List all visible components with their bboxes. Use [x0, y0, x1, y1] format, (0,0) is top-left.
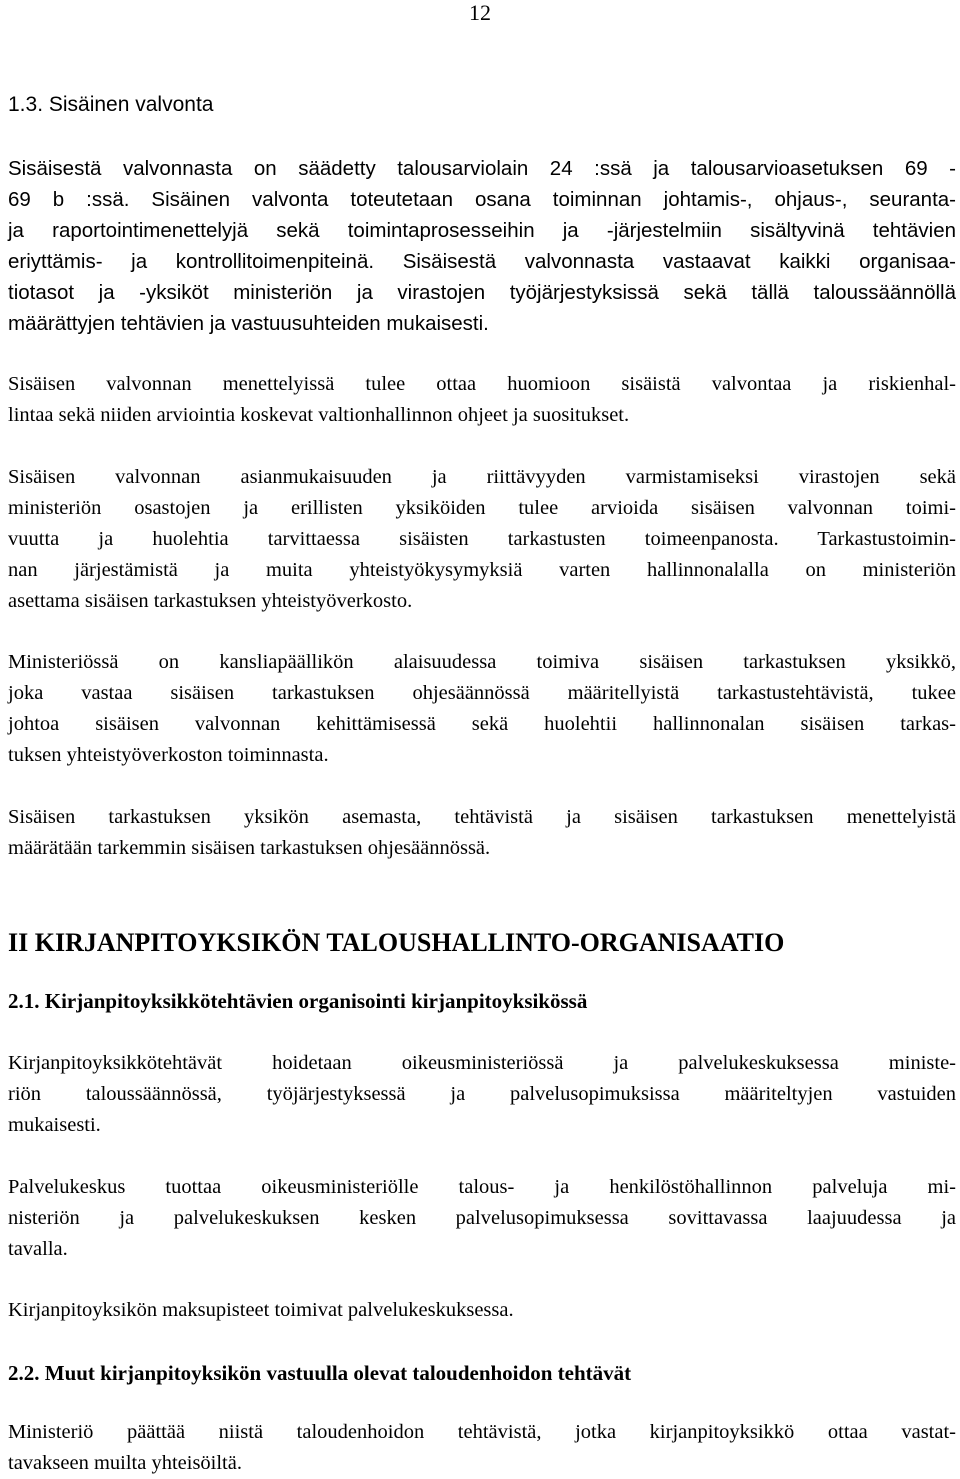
paragraph-internal-control-legal-basis [8, 153, 956, 339]
paragraph-line: Ministeriössä on kansliapäällikön alaisuudessa toimiva sisäisen tarkastuksen yksikkö, [8, 651, 956, 673]
paragraph-line: tavakseen muilta yhteisöiltä. [8, 1452, 242, 1474]
paragraph-line: Palvelukeskus tuottaa oikeusministeriölle talous- ja henkilöstöhallinnon palveluja mi- [8, 1176, 956, 1198]
paragraph-line: riön taloussäännössä, työjärjestyksessä ja palvelusopimuksissa määriteltyjen vastuiden [8, 1083, 956, 1105]
paragraph-line: johtoa sisäisen valvonnan kehittämisessä sekä huolehtii hallinnonalan sisäisen tarkas- [8, 713, 956, 735]
paragraph-audit-regulation [8, 802, 956, 864]
paragraph-risk-management [8, 369, 956, 431]
paragraph-line: Sisäisen valvonnan asianmukaisuuden ja riittävyyden varmistamiseksi virastojen sekä [8, 466, 956, 488]
page-number: 12 [469, 0, 491, 25]
paragraph-line: määrätään tarkemmin sisäisen tarkastuksen ohjesäännössä. [8, 837, 491, 859]
paragraph-line: Sisäisen tarkastuksen yksikön asemasta, tehtävistä ja sisäisen tarkastuksen menettelyistä [8, 806, 956, 828]
paragraph-payment-points [8, 1295, 956, 1326]
paragraph-line: Sisäisen valvonnan menettelyissä tulee ottaa huomioon sisäistä valvontaa ja riskienhal- [8, 373, 956, 395]
paragraph-internal-audit-unit [8, 647, 956, 771]
paragraph-line: 69 b :ssä. Sisäinen valvonta toteutetaan osana toiminnan johtamis-, ohjaus-, seuranta- [8, 188, 956, 211]
paragraph-line: Kirjanpitoyksikkötehtävät hoidetaan oikeusministeriössä ja palvelukeskuksessa ministe- [8, 1052, 956, 1074]
paragraph-adequacy-assurance [8, 462, 956, 617]
paragraph-line: vuutta ja huolehtia tarvittaessa sisäisten tarkastusten toimeenpanosta. Tarkastustoimin- [8, 528, 956, 550]
document-page [8, 0, 956, 1477]
paragraph-line: eriyttämis- ja kontrollitoimenpiteinä. Sisäisestä valvonnasta vastaavat kaikki organisaa- [8, 250, 956, 273]
paragraph-line: nan järjestämistä ja muita yhteistyökysymyksiä varten hallinnonalalla on ministeriön [8, 559, 956, 581]
section-heading-2-1: 2.1. Kirjanpitoyksikkötehtävien organisointi kirjanpitoyksikössä [8, 989, 588, 1013]
paragraph-line: Sisäisestä valvonnasta on säädetty talousarviolain 24 :ssä ja talousarvioasetuksen 69 - [8, 157, 956, 180]
paragraph-line: tiotasot ja -yksiköt ministeriön ja virastojen työjärjestyksissä sekä tällä taloussäännöllä [8, 281, 956, 304]
paragraph-line: tuksen yhteistyöverkoston toiminnasta. [8, 744, 329, 766]
paragraph-service-centre [8, 1172, 956, 1265]
paragraph-accounting-unit-tasks [8, 1048, 956, 1141]
paragraph-line: tavalla. [8, 1238, 68, 1260]
section-heading-2-2: 2.2. Muut kirjanpitoyksikön vastuulla olevat taloudenhoidon tehtävät [8, 1361, 632, 1385]
paragraph-line: lintaa sekä niiden arviointia koskevat valtionhallinnon ohjeet ja suositukset. [8, 404, 630, 426]
paragraph-line: ja raportointimenettelyjä sekä toimintaprosesseihin ja -järjestelmiin sisältyvinä tehtävien [8, 219, 956, 242]
paragraph-line: asettama sisäisen tarkastuksen yhteistyöverkosto. [8, 590, 413, 612]
paragraph-line: nisteriön ja palvelukeskuksen kesken palvelusopimuksessa sovittavassa laajuudessa ja [8, 1207, 956, 1229]
paragraph-line: mukaisesti. [8, 1114, 101, 1136]
chapter-heading-ii: II KIRJANPITOYKSIKÖN TALOUSHALLINTO-ORGANISAATIO [8, 928, 785, 957]
paragraph-other-financial-tasks [8, 1417, 956, 1479]
paragraph-line: Kirjanpitoyksikön maksupisteet toimivat palvelukeskuksessa. [8, 1299, 514, 1321]
paragraph-line: määrättyjen tehtävien ja vastuusuhteiden mukaisesti. [8, 312, 489, 335]
paragraph-line: joka vastaa sisäisen tarkastuksen ohjesäännössä määritellyistä tarkastustehtävistä, tukee [8, 682, 956, 704]
section-heading-1-3: 1.3. Sisäinen valvonta [8, 93, 214, 116]
paragraph-line: ministeriön osastojen ja erillisten yksiköiden tulee arvioida sisäisen valvonnan toimi- [8, 497, 956, 519]
paragraph-line: Ministeriö päättää niistä taloudenhoidon tehtävistä, jotka kirjanpitoyksikkö ottaa vastat- [8, 1421, 956, 1443]
